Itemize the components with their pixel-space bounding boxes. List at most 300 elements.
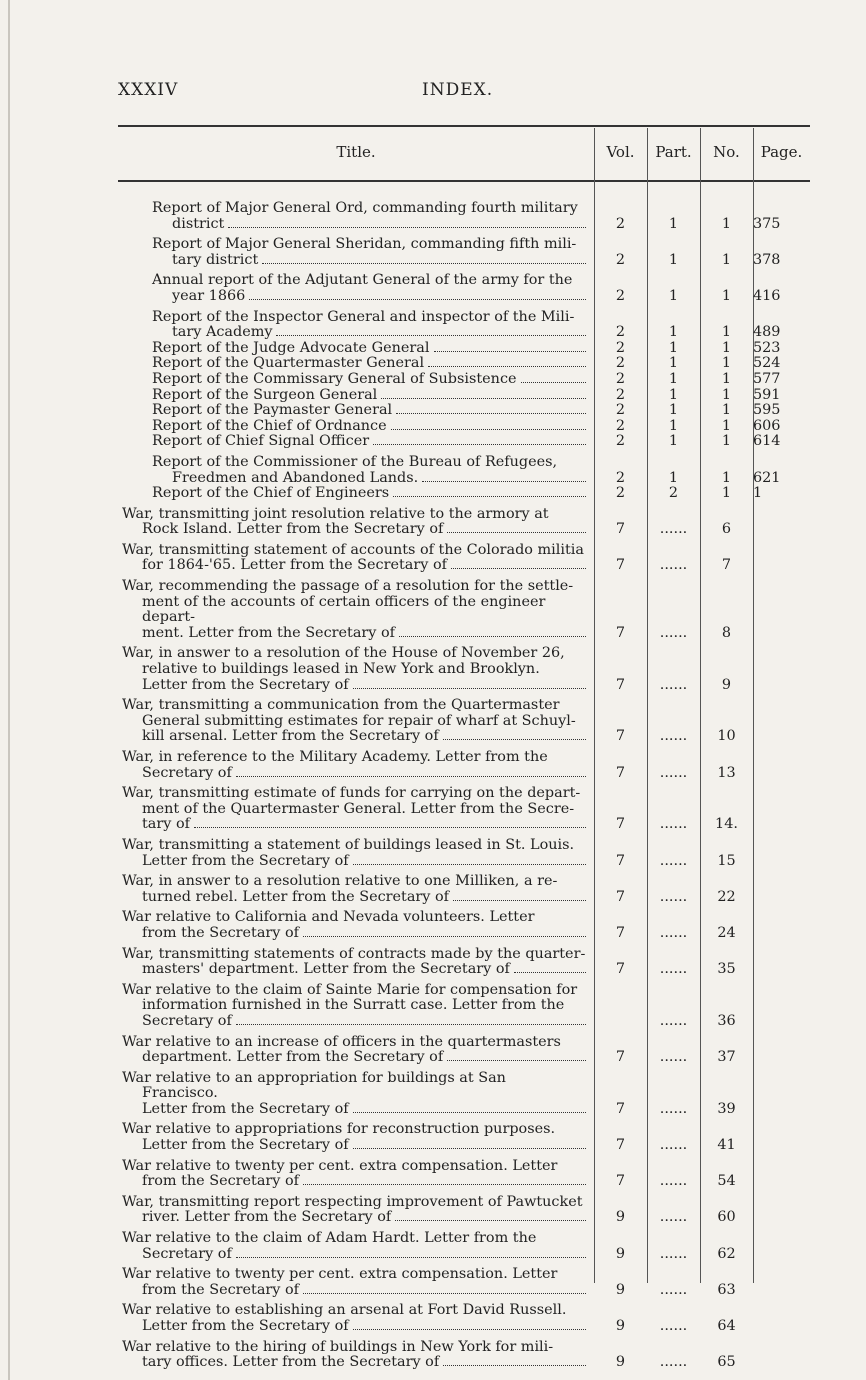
entry-title-line: Report of the Chief of Engineers [152,485,390,502]
entry-page [753,1030,810,1066]
entry-part: ...... [659,728,688,745]
entry-vol: 2 [615,287,626,304]
entry-title [118,781,594,833]
entry-title-line: Freedmen and Abandoned Lands. [172,469,419,486]
entry-page [753,502,810,538]
entry-part: ...... [659,1245,688,1262]
entry-number: 8 [721,624,732,641]
entry-title-line: War relative to an increase of officers in the quartermasters [122,1033,561,1050]
entry-number: 60 [717,1209,736,1226]
entry-title-line: Report of the Paymaster General [152,402,393,419]
entry-title-line: War, in reference to the Military Academy. Letter from the [122,749,548,765]
dot-leader [262,254,586,264]
index-row [118,905,810,941]
index-table [118,196,810,1371]
index-row [118,693,810,745]
column-header-page: Page. [760,143,803,161]
dot-leader [447,523,586,533]
entry-number: 22 [717,888,736,905]
entry-title [118,942,594,978]
index-row [118,745,810,781]
entry-title [118,388,594,404]
entry-title-line: Rock Island. Letter from the Secretary of [142,521,444,538]
entry-number: 1 [721,215,732,232]
entry-title [118,356,594,372]
entry-part: ...... [659,1012,688,1029]
entry-title [118,341,594,357]
entry-title-line: ment of the accounts of certain officers of the engineer depart- [142,593,546,626]
entry-number: 37 [717,1049,736,1066]
entry-vol: 9 [615,1354,626,1371]
entry-page: 621 [753,469,781,486]
dot-leader [443,1356,586,1366]
dot-leader [249,290,586,300]
entry-vol: 7 [615,816,626,833]
entry-vol: 7 [615,1173,626,1190]
entry-title-line: Report of Major General Ord, commanding fourth military [152,200,578,216]
entry-vol: 7 [615,961,626,978]
entry-title-line: Report of the Chief of Ordnance [152,417,387,434]
column-header-part: Part. [655,143,692,161]
entry-title-line: War, recommending the passage of a resolution for the settle- [122,578,574,595]
entry-title-line: Letter from the Secretary of [142,676,349,693]
entry-vol: 2 [615,402,626,419]
entry-title-line: War relative to the hiring of buildings in New York for mili- [122,1338,554,1355]
entry-page: 591 [753,386,781,403]
entry-part: ...... [659,1281,688,1298]
index-row [118,1298,810,1334]
entry-title [118,232,594,268]
entry-title-line: Letter from the Secretary of [142,1137,349,1154]
entry-title-line: ment. Letter from the Secretary of [142,624,395,641]
entry-vol: 7 [615,728,626,745]
entry-part: 1 [668,339,679,356]
index-row [118,356,810,372]
entry-title-line: district [172,215,225,232]
entry-title-line: War relative to twenty per cent. extra compensation. Letter [122,1266,558,1283]
entry-number: 54 [717,1173,736,1190]
entry-number: 24 [717,924,736,941]
page-left-edge [8,0,10,1380]
entry-title-line: from the Secretary of [142,1173,299,1190]
entry-part: 1 [668,287,679,304]
entry-vol: 7 [615,764,626,781]
entry-number: 1 [721,370,732,387]
index-row [118,781,810,833]
entry-title-line: tary of [142,816,190,833]
entry-title-line: Report of the Inspector General and inspector of the Mili- [152,308,575,325]
dot-leader [391,420,586,430]
index-row [118,641,810,693]
entry-title [118,641,594,693]
dot-leader [395,1211,586,1221]
entry-number: 13 [717,764,736,781]
dot-leader [228,218,586,228]
entry-vol: 7 [615,1100,626,1117]
dot-leader [194,818,586,828]
entry-page: 523 [753,339,781,356]
entry-title-line: Annual report of the Adjutant General of the army for the [152,272,573,289]
entry-vol: 7 [615,624,626,641]
entry-page [753,869,810,905]
entry-title [118,833,594,869]
dot-leader [514,963,586,973]
dot-leader [396,404,586,414]
entry-part: 1 [668,417,679,434]
entry-title-line: relative to buildings leased in New York and Brooklyn. [142,661,540,678]
dot-leader [353,855,586,865]
entry-title [118,574,594,641]
entry-vol: 7 [615,924,626,941]
entry-number: 6 [721,521,732,538]
entry-number: 62 [717,1245,736,1262]
entry-number: 1 [721,469,732,486]
entry-title [118,486,594,502]
entry-number: 35 [717,961,736,978]
entry-page [753,538,810,574]
dot-leader [303,1284,586,1294]
entry-part: ...... [659,888,688,905]
entry-page [753,641,810,693]
entry-number: 14. [715,816,738,833]
entry-title [118,538,594,574]
dot-leader [422,472,586,482]
entry-vol: 9 [615,1245,626,1262]
entry-title-line: War relative to California and Nevada volunteers. Letter [122,909,535,926]
entry-title-line: Secretary of [142,1245,232,1262]
entry-page: 614 [753,433,781,450]
entry-title-line: War, transmitting a communication from the Quartermaster [122,697,560,714]
entry-title-line: War relative to the claim of Sainte Marie for compensation for [122,981,578,998]
entry-vol: 9 [615,1209,626,1226]
entry-page [753,833,810,869]
index-row [118,434,810,450]
entry-page [753,1190,810,1226]
entry-page [753,781,810,833]
entry-title-line: War, in answer to a resolution relative to one Milliken, a re- [122,873,558,890]
entry-page: 606 [753,417,781,434]
entry-page [753,1066,810,1118]
entry-title-line: masters' department. Letter from the Secretary of [142,961,510,978]
column-header-vol: Vol. [606,143,635,161]
entry-title-line: War, transmitting statements of contracts made by the quarter- [122,945,586,962]
column-header-title: Title. [336,143,376,161]
index-row [118,372,810,388]
entry-title-line: Report of the Judge Advocate General [152,339,430,356]
dot-leader [353,679,586,689]
dot-leader [443,730,586,740]
entry-part: 1 [668,433,679,450]
entry-part: 1 [668,402,679,419]
entry-title-line: War, in answer to a resolution of the House of November 26, [122,645,565,662]
entry-title-line: Letter from the Secretary of [142,1318,349,1334]
index-row [118,1190,810,1226]
index-row [118,942,810,978]
entry-page: 378 [753,251,781,268]
entry-number: 65 [717,1354,736,1371]
entry-part: ...... [659,1354,688,1371]
dot-leader [447,1051,586,1061]
entry-part: ...... [659,816,688,833]
entry-title-line: War, transmitting a statement of buildings leased in St. Louis. [122,836,575,853]
entry-vol: 2 [615,469,626,486]
entry-title [118,1154,594,1190]
entry-number: 10 [717,728,736,745]
entry-title [118,1262,594,1298]
index-row [118,833,810,869]
entry-part: 1 [668,469,679,486]
entry-title-line: Report of the Quartermaster General [152,355,425,372]
entry-title-line: department. Letter from the Secretary of [142,1049,444,1066]
entry-part: 1 [668,355,679,372]
entry-title [118,1298,594,1334]
entry-title [118,1066,594,1118]
entry-title [118,372,594,388]
index-table-body [118,196,810,1371]
entry-number: 63 [717,1281,736,1298]
entry-part: 1 [668,386,679,403]
entry-page [753,574,810,641]
entry-part: ...... [659,1209,688,1226]
dot-leader [353,1320,586,1330]
entry-title-line: Report of the Surgeon General [152,386,378,403]
entry-title-line: War relative to establishing an arsenal at Fort David Russell. [122,1302,567,1319]
entry-number: 1 [721,251,732,268]
index-row [118,1066,810,1118]
entry-vol [594,978,647,1030]
entry-number: 39 [717,1100,736,1117]
entry-vol: 7 [615,557,626,574]
entry-title-line: Secretary of [142,764,232,781]
entry-vol: 2 [615,324,626,341]
entry-vol: 2 [615,485,626,502]
entry-title [118,502,594,538]
index-row [118,486,810,502]
entry-page: 375 [753,215,781,232]
index-row [118,1262,810,1298]
dot-leader [236,1015,586,1025]
dot-leader [303,1175,586,1185]
entry-number: 1 [721,324,732,341]
dot-leader [276,326,586,336]
entry-page [753,1298,810,1334]
entry-page [753,905,810,941]
entry-page [753,745,810,781]
entry-title-line: for 1864-'65. Letter from the Secretary of [142,557,447,574]
entry-vol: 2 [615,370,626,387]
entry-vol: 9 [615,1318,626,1334]
entry-title [118,305,594,341]
entry-part: ...... [659,1137,688,1154]
entry-page: 577 [753,370,781,387]
entry-page: 524 [753,355,781,372]
entry-vol: 2 [615,215,626,232]
entry-title [118,1226,594,1262]
entry-vol: 7 [615,852,626,869]
entry-part: 1 [668,251,679,268]
entry-title-line: ment of the Quartermaster General. Letter from the Secre- [142,800,575,817]
entry-part: ...... [659,676,688,693]
entry-part: ...... [659,624,688,641]
page-number: XXXIV [118,80,179,100]
entry-title-line: War, transmitting estimate of funds for carrying on the depart- [122,785,581,802]
entry-title [118,196,594,232]
entry-title-line: War relative to twenty per cent. extra compensation. Letter [122,1157,558,1174]
entry-vol: 2 [615,386,626,403]
entry-number: 64 [717,1318,736,1334]
dot-leader [353,1139,586,1149]
entry-part: ...... [659,1173,688,1190]
entry-number: 9 [721,676,732,693]
entry-title [118,693,594,745]
entry-title-line: kill arsenal. Letter from the Secretary of [142,728,439,745]
index-row [118,305,810,341]
entry-page [753,693,810,745]
index-row [118,978,810,1030]
dot-leader [381,389,586,399]
entry-number: 7 [721,557,732,574]
entry-number: 1 [721,402,732,419]
entry-part: ...... [659,521,688,538]
entry-vol: 7 [615,521,626,538]
entry-number: 1 [721,386,732,403]
entry-page: 1 [753,485,763,502]
entry-page [753,942,810,978]
dot-leader [434,342,587,352]
entry-title-line: Report of the Commissary General of Subsistence [152,370,517,387]
entry-vol: 7 [615,888,626,905]
entry-title-line: War, transmitting joint resolution relative to the armory at [122,505,549,522]
entry-page: 595 [753,402,781,419]
running-title: INDEX. [422,80,494,100]
entry-title [118,268,594,304]
entry-part: ...... [659,924,688,941]
entry-number: 1 [721,355,732,372]
entry-part: ...... [659,1049,688,1066]
entry-title-line: tary offices. Letter from the Secretary of [142,1354,440,1371]
entry-title-line: War relative to appropriations for reconstruction purposes. [122,1121,556,1138]
entry-page [753,1117,810,1153]
entry-title-line: from the Secretary of [142,924,299,941]
entry-title-line: from the Secretary of [142,1281,299,1298]
entry-title-line: Report of the Commissioner of the Bureau of Refugees, [152,453,558,470]
index-row [118,341,810,357]
entry-title-line: War relative to the claim of Adam Hardt. Letter from the [122,1230,537,1247]
index-row [118,1030,810,1066]
entry-part: 1 [668,215,679,232]
entry-title [118,1190,594,1226]
index-row [118,419,810,435]
entry-number: 36 [717,1012,736,1029]
entry-vol: 7 [615,676,626,693]
entry-page [753,978,810,1030]
entry-page: 489 [753,324,781,341]
entry-number: 1 [721,287,732,304]
entry-number: 1 [721,433,732,450]
entry-vol: 2 [615,417,626,434]
entry-page [753,1262,810,1298]
index-row [118,1335,810,1371]
entry-part: 1 [668,324,679,341]
dot-leader [521,373,586,383]
entry-title-line: Letter from the Secretary of [142,1100,349,1117]
entry-number: 1 [721,417,732,434]
entry-number: 41 [717,1137,736,1154]
index-row [118,388,810,404]
entry-vol: 2 [615,251,626,268]
entry-part: 1 [668,370,679,387]
index-row [118,574,810,641]
index-row [118,869,810,905]
entry-title-line: Report of Chief Signal Officer [152,433,370,450]
index-row [118,403,810,419]
entry-title-line: Report of Major General Sheridan, commanding fifth mili- [152,236,577,253]
entry-number: 15 [717,852,736,869]
entry-title-line: river. Letter from the Secretary of [142,1209,392,1226]
entry-vol: 2 [615,339,626,356]
entry-vol: 2 [615,433,626,450]
dot-leader [353,1103,586,1113]
dot-leader [236,767,586,777]
entry-title [118,905,594,941]
dot-leader [236,1248,586,1258]
entry-title [118,1335,594,1371]
entry-title [118,419,594,435]
index-row [118,232,810,268]
entry-number: 1 [721,339,732,356]
entry-number: 1 [721,485,732,502]
entry-title-line: turned rebel. Letter from the Secretary of [142,888,449,905]
header-bottom-rule [118,180,810,182]
index-row [118,1154,810,1190]
dot-leader [393,487,586,497]
index-row [118,268,810,304]
entry-title-line: tary Academy [172,324,273,341]
index-row [118,502,810,538]
entry-title [118,434,594,450]
dot-leader [373,435,586,445]
entry-title [118,1030,594,1066]
dot-leader [303,927,586,937]
dot-leader [399,627,586,637]
entry-title [118,978,594,1030]
entry-part: ...... [659,1318,688,1334]
entry-part: 2 [668,485,679,502]
entry-vol: 7 [615,1137,626,1154]
entry-page [753,1226,810,1262]
entry-title-line: War relative to an appropriation for buildings at San Francisco. [122,1069,506,1102]
entry-title-line: Letter from the Secretary of [142,852,349,869]
entry-title [118,869,594,905]
entry-vol: 7 [615,1049,626,1066]
entry-part: ...... [659,557,688,574]
dot-leader [451,559,586,569]
entry-page [753,1154,810,1190]
entry-title [118,1117,594,1153]
index-row [118,538,810,574]
entry-vol: 2 [615,355,626,372]
index-row [118,196,810,232]
entry-part: ...... [659,1100,688,1117]
dot-leader [428,357,586,367]
entry-title [118,745,594,781]
entry-title-line: War, transmitting report respecting improvement of Pawtucket [122,1193,583,1210]
entry-title-line: War, transmitting statement of accounts of the Colorado militia [122,541,584,558]
index-row [118,1117,810,1153]
index-row [118,450,810,486]
top-rule [118,125,810,127]
entry-title-line: year 1866 [172,287,246,304]
